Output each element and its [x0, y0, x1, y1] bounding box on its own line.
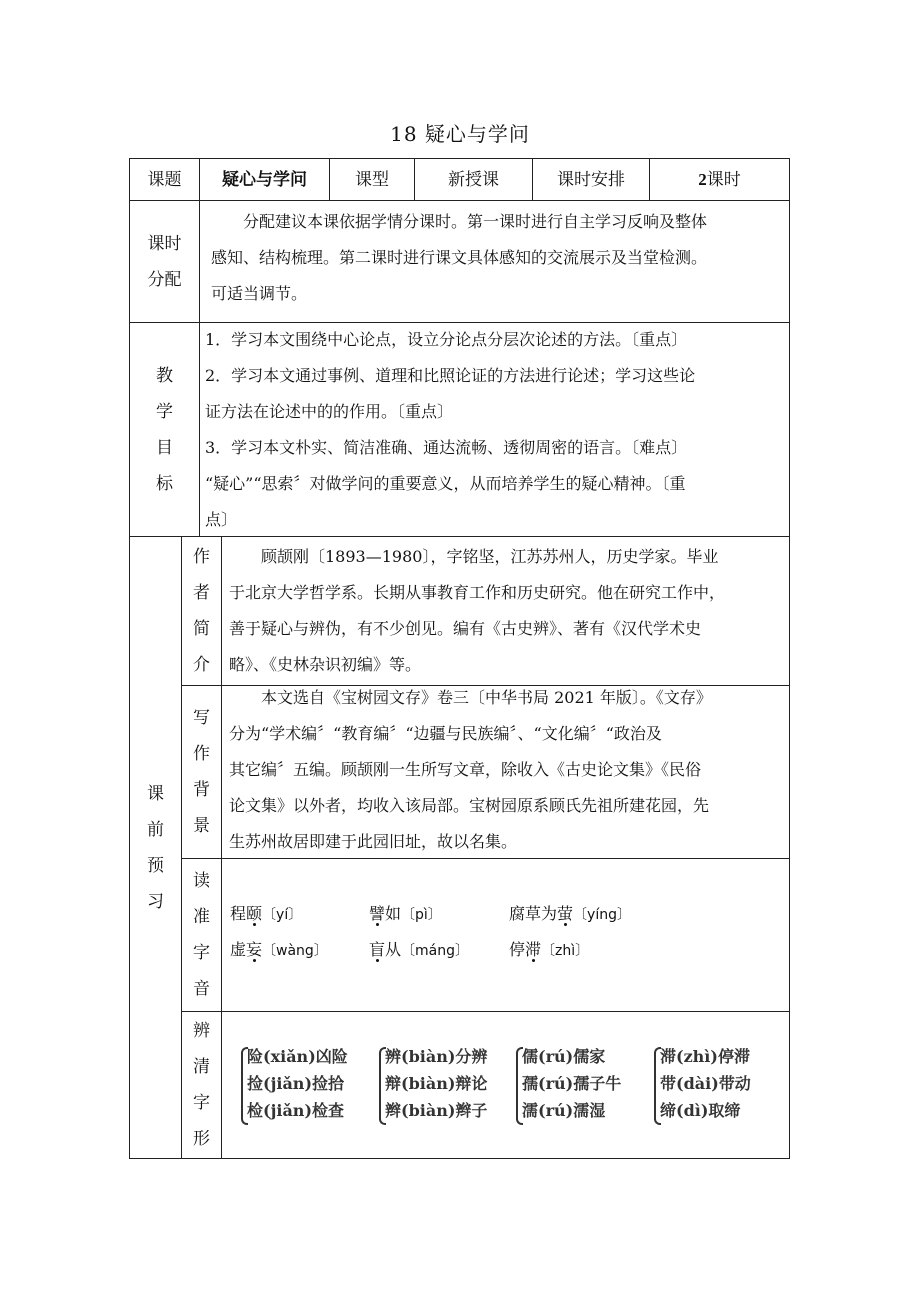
pron-item: 腐草为萤〔yíng〕 [509, 904, 631, 923]
goal-line: 3．学习本文朴实、简洁准确、通达流畅、透彻周密的语言。〔难点〕 [205, 438, 688, 457]
goal-line: “疑心”“思索〞对做学问的重要意义，从而培养学生的疑心精神。〔重 [205, 474, 686, 493]
pron-item: 虚妄〔wàng〕 [230, 940, 328, 959]
background-line: 分为“学术编〞“教育编〞“边疆与民族编〞、“文化编〞“政治及 [229, 724, 662, 743]
label-pronunciation [182, 859, 221, 1011]
label-preview-char: 习 [147, 891, 164, 912]
label-pronunciation-char: 读 [193, 871, 210, 891]
label-allocation-line: 课时 [147, 233, 182, 254]
label-pronunciation-char: 字 [193, 943, 210, 963]
allocation-text [211, 204, 783, 312]
allocation-line: 感知、结构梳理。第二课时进行课文具体感知的交流展示及当堂检测。 [211, 248, 708, 267]
background-line: 本文选自《宝树园文存》卷三〔中华书局 2021 年版〕。《文存》 [261, 688, 712, 707]
label-goals-char: 学 [156, 401, 173, 422]
lesson-table [129, 158, 790, 1159]
label-goals [130, 323, 199, 536]
label-pronunciation-char: 准 [193, 907, 210, 927]
pron-item: 程颐〔yí〕 [230, 904, 303, 923]
label-preview-char: 预 [147, 855, 164, 876]
label-type: 课型 [355, 169, 389, 190]
label-preview-char: 前 [147, 819, 164, 840]
label-glyphs-char: 清 [193, 1057, 210, 1077]
background-line: 论文集》以外者，均收入该局部。宝树园原系顾氏先祖所建花园，先 [229, 796, 710, 815]
label-topic: 课题 [147, 169, 182, 190]
label-background-char: 写 [193, 708, 210, 728]
topic-value: 疑心与学问 [222, 169, 307, 190]
label-goals-char: 教 [156, 365, 173, 386]
label-goals-char: 目 [156, 437, 173, 458]
label-background-char: 景 [193, 816, 210, 836]
label-author-char: 介 [193, 655, 210, 675]
schedule-unit: 课时 [706, 169, 741, 190]
label-glyphs-char: 辨 [193, 1021, 210, 1041]
label-glyphs-char: 字 [193, 1093, 210, 1113]
pron-item: 盲从〔máng〕 [369, 940, 470, 959]
background-line: 其它编〞五编。顾颉刚一生所写文章，除收入《古史论文集》《民俗 [229, 760, 702, 779]
label-author-char: 者 [193, 583, 210, 603]
label-schedule: 课时安排 [557, 169, 625, 190]
glyph-group: 儒(rú)儒家 孺(rú)孺子牛 濡(rú)濡湿 [522, 1043, 621, 1124]
author-line: 略》、《史林杂识初编》等。 [229, 655, 422, 674]
label-author [182, 537, 221, 685]
label-goals-char: 标 [156, 473, 173, 494]
label-allocation-line: 分配 [147, 269, 182, 290]
glyph-group: 滞(zhì)停滞 带(dài)带动 缔(dì)取缔 [660, 1043, 751, 1124]
row-divider [181, 1011, 790, 1012]
pron-item: 停滞〔zhì〕 [509, 940, 590, 959]
row-divider [129, 200, 790, 201]
glyph-group: 险(xiǎn)凶险 捡(jiǎn)捡拾 检(jiǎn)检查 [247, 1043, 348, 1124]
label-preview [130, 537, 181, 1158]
label-glyphs [182, 1012, 221, 1158]
brace-icon [379, 1047, 386, 1125]
label-preview-char: 课 [147, 783, 164, 804]
schedule-value [650, 159, 789, 200]
background-text [229, 680, 783, 860]
label-background-char: 背 [193, 780, 210, 800]
brace-icon [241, 1047, 248, 1125]
background-line: 生苏州故居即建于此园旧址，故以名集。 [229, 832, 518, 851]
label-author-char: 作 [193, 547, 210, 567]
schedule-number: 2 [698, 169, 707, 189]
col-divider [199, 158, 200, 536]
author-line: 顾颉刚〔1893—1980〕，字铭坚，江苏苏州人，历史学家。毕业 [261, 547, 719, 566]
table-border-right [789, 158, 790, 1159]
col-divider [221, 536, 222, 1159]
type-value: 新授课 [448, 169, 499, 190]
label-background [182, 686, 221, 858]
label-author-char: 简 [193, 619, 210, 639]
goal-line: 点〕 [205, 510, 238, 529]
author-line: 善于疑心与辨伪，有不少创见。编有《古史辨》、著有《汉代学术史 [229, 619, 702, 638]
label-background-char: 作 [193, 744, 210, 764]
glyph-group: 辨(biàn)分辨 辩(biàn)辩论 辫(biàn)辫子 [385, 1043, 487, 1124]
author-line: 于北京大学哲学系。长期从事教育工作和历史研究。他在研究工作中， [229, 583, 726, 602]
brace-icon [654, 1047, 661, 1125]
label-pronunciation-char: 音 [193, 979, 210, 999]
brace-icon [516, 1047, 523, 1125]
goals-text [205, 322, 785, 538]
pron-item: 譬如〔pì〕 [369, 904, 442, 923]
goal-line: 1．学习本文围绕中心论点，设立分论点分层次论述的方法。〔重点〕 [205, 330, 688, 349]
table-border-bottom [129, 1158, 790, 1159]
allocation-line: 可适当调节。 [211, 284, 308, 303]
allocation-line: 分配建议本课依据学情分课时。第一课时进行自主学习反响及整体 [243, 212, 708, 231]
label-glyphs-char: 形 [193, 1129, 210, 1149]
author-text [229, 539, 783, 683]
label-allocation [130, 201, 199, 322]
goal-line: 2．学习本文通过事例、道理和比照论证的方法进行论述；学习这些论 [205, 366, 696, 385]
goal-line: 证方法在论述中的的作用。〔重点〕 [205, 402, 454, 421]
page-title: 18 疑心与学问 [390, 122, 530, 146]
